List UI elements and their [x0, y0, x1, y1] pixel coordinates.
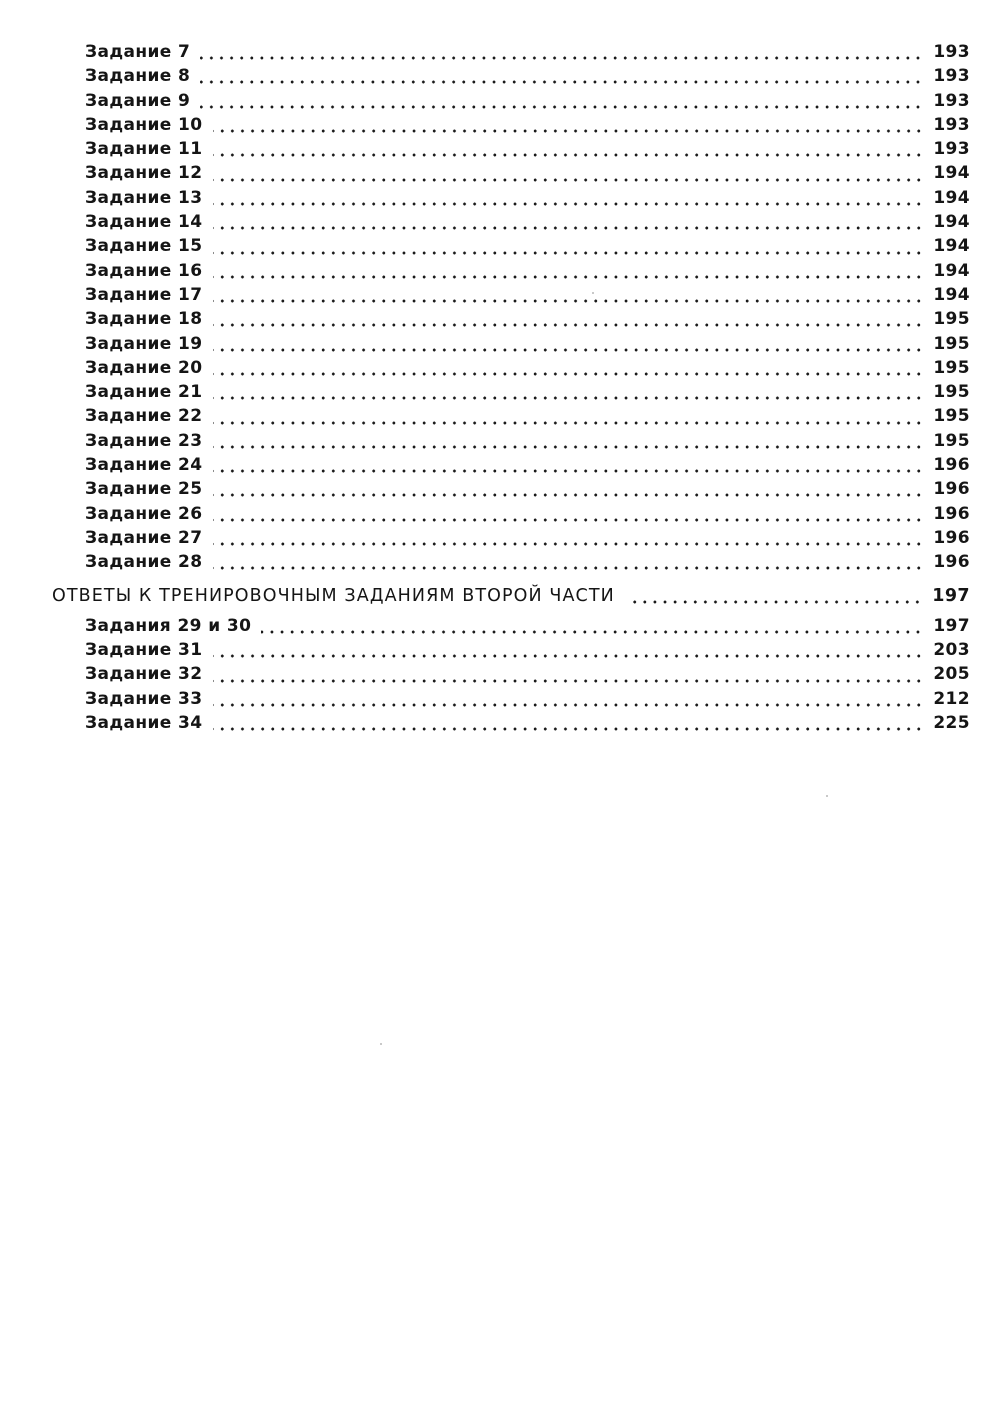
toc-entry-page: 195 — [933, 382, 970, 403]
toc-entry-page: 205 — [933, 664, 970, 685]
dot-leader — [213, 201, 924, 207]
toc-entry — [52, 616, 970, 640]
toc-entry — [52, 309, 970, 333]
toc-entry — [52, 689, 970, 713]
scan-speck — [380, 1043, 382, 1045]
toc-entry — [52, 261, 970, 285]
toc-entry — [52, 528, 970, 552]
toc-entry — [52, 713, 970, 737]
toc-entry — [52, 640, 970, 664]
toc-entry — [52, 188, 970, 212]
toc-entry — [52, 504, 970, 528]
dot-leader — [631, 599, 922, 605]
toc-entry-label: Задание 17 — [85, 284, 203, 305]
dot-leader — [200, 55, 923, 61]
table-of-contents — [52, 42, 970, 737]
dot-leader — [213, 726, 924, 732]
toc-entry-label: Задание 9 — [85, 90, 191, 111]
dot-leader — [200, 104, 923, 110]
toc-entry-label: Задание 8 — [85, 66, 191, 87]
toc-entry-label: Задание 32 — [85, 664, 203, 685]
toc-entry-page: 195 — [933, 357, 970, 378]
dot-leader — [213, 177, 924, 183]
dot-leader — [213, 653, 924, 659]
dot-leader — [213, 152, 924, 158]
toc-entry — [52, 455, 970, 479]
toc-entry-label: Задание 13 — [85, 187, 203, 208]
scan-speck — [592, 292, 594, 294]
toc-entry-label: Задание 31 — [85, 640, 203, 661]
toc-entry-label: Задание 18 — [85, 309, 203, 330]
dot-leader — [200, 79, 923, 85]
toc-entry-page: 193 — [933, 139, 970, 160]
toc-entry — [52, 382, 970, 406]
toc-entry — [52, 479, 970, 503]
dot-leader — [213, 298, 924, 304]
toc-entry — [52, 358, 970, 382]
toc-entry — [52, 285, 970, 309]
toc-entry-page: 196 — [933, 455, 970, 476]
toc-entry — [52, 66, 970, 90]
toc-entry-page: 196 — [933, 527, 970, 548]
scan-speck — [826, 795, 828, 797]
section-title: ОТВЕТЫ К ТРЕНИРОВОЧНЫМ ЗАДАНИЯМ ВТОРОЙ ЧАСТИ — [52, 585, 615, 606]
toc-entry-label: Задание 33 — [85, 688, 203, 709]
dot-leader — [213, 541, 924, 547]
toc-entry-page: 212 — [933, 688, 970, 709]
toc-entry-page: 194 — [933, 260, 970, 281]
dot-leader — [213, 128, 924, 134]
toc-entry-page: 195 — [933, 333, 970, 354]
dot-leader — [213, 347, 924, 353]
toc-entry-page: 195 — [933, 406, 970, 427]
section-page: 197 — [932, 585, 970, 606]
toc-entry-label: Задание 27 — [85, 527, 203, 548]
toc-entry-label: Задание 28 — [85, 552, 203, 573]
toc-entry-page: 194 — [933, 284, 970, 305]
dot-leader — [213, 565, 924, 571]
toc-entry-label: Задание 22 — [85, 406, 203, 427]
toc-entry-label: Задание 7 — [85, 42, 191, 62]
toc-entry — [52, 42, 970, 66]
toc-entry — [52, 406, 970, 430]
toc-entry-label: Задание 14 — [85, 212, 203, 233]
toc-entry-page: 225 — [933, 713, 970, 734]
toc-entry-label: Задание 26 — [85, 503, 203, 524]
toc-entry-label: Задания 29 и 30 — [85, 615, 252, 636]
toc-entry-label: Задание 24 — [85, 455, 203, 476]
toc-entry-label: Задание 12 — [85, 163, 203, 184]
toc-entry-page: 196 — [933, 552, 970, 573]
dot-leader — [213, 468, 924, 474]
toc-entry — [52, 139, 970, 163]
toc-entry-label: Задание 34 — [85, 713, 203, 734]
toc-entry-page: 193 — [933, 114, 970, 135]
toc-entry — [52, 431, 970, 455]
dot-leader — [213, 395, 924, 401]
dot-leader — [213, 371, 924, 377]
toc-entry-label: Задание 15 — [85, 236, 203, 257]
dot-leader — [213, 444, 924, 450]
toc-entry-page: 193 — [933, 90, 970, 111]
toc-section-heading — [52, 586, 970, 610]
toc-entry-page: 203 — [933, 640, 970, 661]
toc-entry-page: 193 — [933, 66, 970, 87]
toc-entry-label: Задание 25 — [85, 479, 203, 500]
toc-entry-page: 197 — [933, 615, 970, 636]
toc-entry — [52, 552, 970, 576]
toc-entry — [52, 163, 970, 187]
toc-entry — [52, 664, 970, 688]
toc-entry-label: Задание 21 — [85, 382, 203, 403]
dot-leader — [213, 517, 924, 523]
dot-leader — [213, 702, 924, 708]
toc-entry-page: 195 — [933, 430, 970, 451]
toc-entry-label: Задание 20 — [85, 357, 203, 378]
dot-leader — [213, 420, 924, 426]
dot-leader — [213, 250, 924, 256]
toc-entry-label: Задание 11 — [85, 139, 203, 160]
toc-entry — [52, 236, 970, 260]
toc-entry-page: 196 — [933, 503, 970, 524]
toc-entry-page: 196 — [933, 479, 970, 500]
toc-entry-page: 195 — [933, 309, 970, 330]
toc-entry-label: Задание 19 — [85, 333, 203, 354]
toc-entry — [52, 91, 970, 115]
toc-entry-label: Задание 23 — [85, 430, 203, 451]
toc-entry-label: Задание 16 — [85, 260, 203, 281]
toc-entry-page: 193 — [933, 42, 970, 62]
dot-leader — [213, 492, 924, 498]
toc-entry — [52, 212, 970, 236]
toc-entry — [52, 115, 970, 139]
toc-entry-page: 194 — [933, 212, 970, 233]
toc-entry-page: 194 — [933, 163, 970, 184]
toc-entry-page: 194 — [933, 187, 970, 208]
dot-leader — [213, 678, 924, 684]
dot-leader — [261, 629, 923, 635]
toc-entry-label: Задание 10 — [85, 114, 203, 135]
toc-entry — [52, 334, 970, 358]
dot-leader — [213, 225, 924, 231]
dot-leader — [213, 322, 924, 328]
dot-leader — [213, 274, 924, 280]
toc-entry-page: 194 — [933, 236, 970, 257]
